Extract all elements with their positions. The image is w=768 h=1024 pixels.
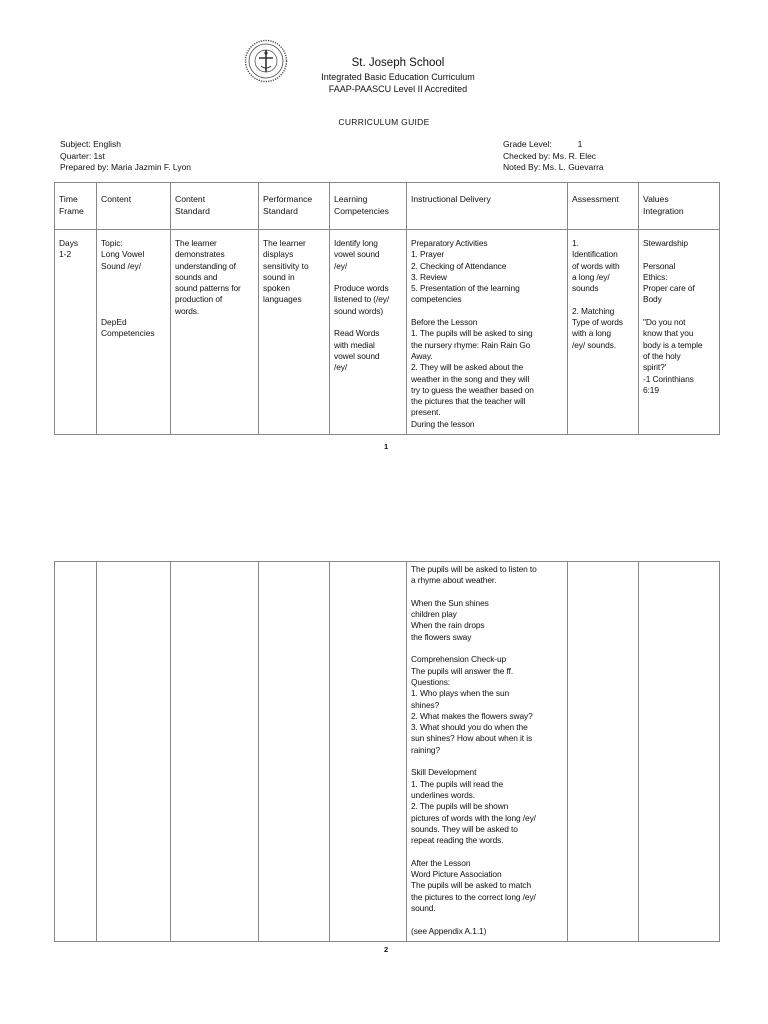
values-integration-cell: Stewardship Personal Ethics: Proper care of Body "Do you not know that you body is a temple of the holy spirit?' -1 Corinthians 6:19 — [639, 230, 720, 435]
meta-left — [60, 139, 191, 174]
content-cell: Topic: Long Vowel Sound /ey/ DepEd Competencies — [97, 230, 171, 435]
meta-right — [503, 139, 604, 174]
col-header-performance-standard: Performance Standard — [259, 183, 330, 230]
col-header-learning-competencies: Learning Competencies — [330, 183, 407, 230]
col-header-instructional-delivery: Instructional Delivery — [407, 183, 568, 230]
curriculum-table-page-2 — [54, 561, 720, 942]
instructional-delivery-cell: Preparatory Activities 1. Prayer 2. Checking of Attendance 3. Review 5. Presentation of the learning competencies Before the Lesson 1. The pupils will be asked to sing the nursery rhyme: Rain Rain Go Away. 2. They will be asked about the weather in the song and they will try to guess the weather based on the pictures that the teacher will present. During the lesson — [407, 230, 568, 435]
noted-by-line: Noted By: Ms. L. Guevarra — [503, 162, 604, 172]
prepared-by-line: Prepared by: Maria Jazmin F. Lyon — [60, 162, 192, 172]
page-number: 1 — [384, 442, 389, 451]
school-name: St. Joseph School — [351, 57, 445, 69]
document-title: CURRICULUM GUIDE — [338, 117, 430, 127]
subject-line: Subject: English — [60, 139, 121, 149]
page-number: 2 — [384, 945, 389, 954]
curriculum-table-page-1 — [54, 182, 720, 435]
assessment-cell — [568, 562, 639, 942]
instructional-delivery-cell: The pupils will be asked to listen to a rhyme about weather. When the Sun shines children play When the rain drops the flowers sway Comprehension Check-up The pupils will answer the ff. Questions: 1. Who plays when the sun shines? 2. What makes the flowers sway? 3. What should you do when the sun shines? How about when it is raining? Skill Development 1. The pupils will read the underlines words. 2. The pupils will be shown pictures of words with the long /ey/ sounds. They will be asked to repeat reading the words. After the Lesson Word Picture Association The pupils will be asked to match the pictures to the correct long /ey/ sound. (see Appendix A.1.1) — [407, 562, 568, 942]
col-header-time-frame: Time Frame — [55, 183, 97, 230]
performance-standard-cell: The learner displays sensitivity to sound in spoken languages — [259, 230, 330, 435]
header-row — [55, 183, 720, 230]
learning-competencies-cell — [330, 562, 407, 942]
grade-level-value: 1 — [577, 139, 583, 149]
grade-level-line — [503, 139, 604, 151]
content-standard-cell — [171, 562, 259, 942]
grade-level-label: Grade Level: — [503, 139, 552, 149]
time-frame-cell — [55, 562, 97, 942]
table-row — [55, 230, 720, 435]
col-header-values-integration: Values Integration — [639, 183, 720, 230]
accreditation-line: FAAP-PAASCU Level II Accredited — [328, 84, 468, 94]
quarter-line: Quarter: 1st — [60, 150, 105, 161]
learning-competencies-cell: Identify long vowel sound /ey/ Produce words listened to (/ey/ sound words) Read Words with medial vowel sound /ey/ — [330, 230, 407, 435]
performance-standard-cell — [259, 562, 330, 942]
content-standard-cell: The learner demonstrates understanding of sounds and sound patterns for production of words. — [171, 230, 259, 435]
table-row — [55, 562, 720, 942]
time-frame-cell: Days 1-2 — [55, 230, 97, 435]
col-header-assessment: Assessment — [568, 183, 639, 230]
values-integration-cell — [639, 562, 720, 942]
checked-by-line: Checked by: Ms. R. Elec — [503, 150, 597, 161]
assessment-cell: 1. Identification of words with a long /ey/ sounds 2. Matching Type of words with a long /ey/ sounds. — [568, 230, 639, 435]
content-cell — [97, 562, 171, 942]
col-header-content-standard: Content Standard — [171, 183, 259, 230]
curriculum-line: Integrated Basic Education Curriculum — [321, 72, 475, 82]
col-header-content: Content — [97, 183, 171, 230]
